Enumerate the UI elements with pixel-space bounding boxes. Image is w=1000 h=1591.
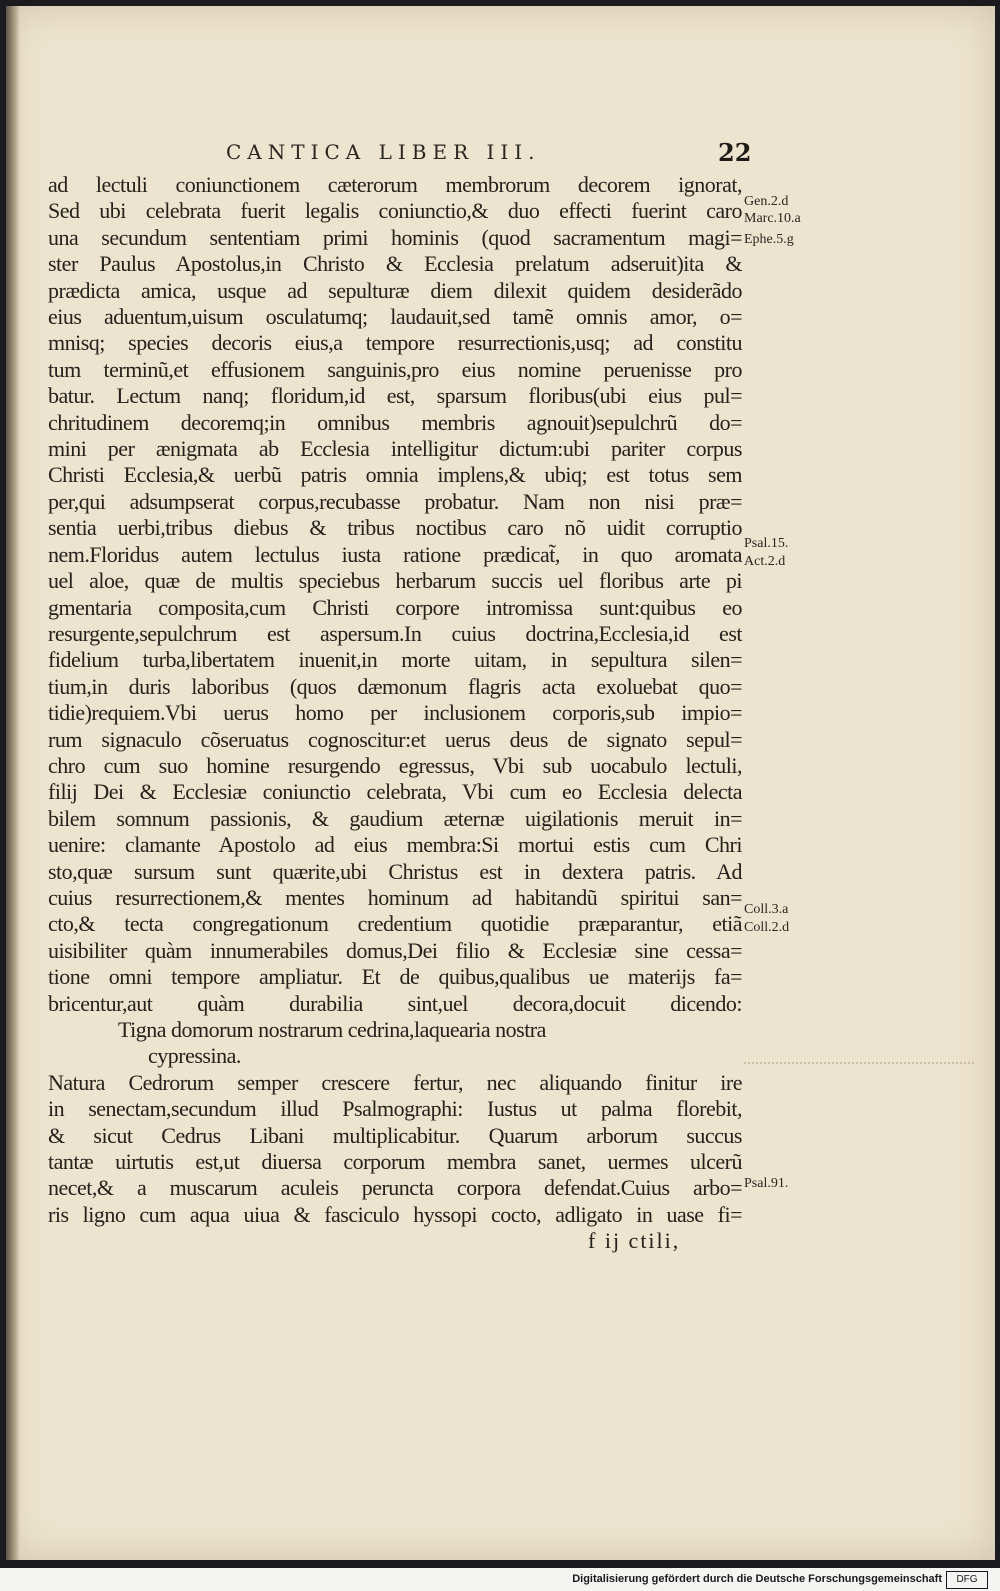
- text-line: Christi Ecclesia,& uerbũ patris omnia implens,& ubiq; est totus sem: [48, 462, 742, 488]
- text-line: uenire: clamante Apostolo ad eius membra:Si mortui estis cum Chri: [48, 832, 742, 858]
- text-line: tum terminũ,et effusionem sanguinis,pro eius nomine peruenisse pro: [48, 356, 742, 382]
- margin-note-coll2: Coll.2.d: [744, 920, 790, 935]
- page-number: 22: [718, 138, 752, 167]
- text-line: rum signaculo cõseruatus cognoscitur:et uerus deus de signato sepul=: [48, 726, 742, 752]
- signature-catchword-line: f ij ctili,: [588, 1228, 681, 1254]
- text-line: filij Dei & Ecclesiæ coniunctio celebrata, Vbi cum eo Ecclesia delecta: [48, 779, 742, 805]
- margin-note-gen: Gen.2.d: [744, 194, 789, 209]
- text-line: chritudinem decoremq;in omnibus membris agnouit)sepulchrũ do=: [48, 409, 742, 435]
- text-line: prædicta amica, usque ad sepulturæ diem dilexit quidem desiderãdo: [48, 277, 742, 303]
- ruler-dots: [744, 1062, 974, 1064]
- page-gutter: [6, 6, 20, 1560]
- text-line: fidelium turba,libertatem inuenit,in morte uitam, in sepultura silen=: [48, 647, 742, 673]
- text-line: tione omni tempore ampliatur. Et de quibus,qualibus ue materijs fa=: [48, 964, 742, 990]
- text-line: sto,quæ sursum sunt quærite,ubi Christus est in dextera patris. Ad: [48, 858, 742, 884]
- text-line: bilem somnum passionis, & gaudium æternæ uigilationis meruit in=: [48, 805, 742, 831]
- margin-note-marc: Marc.10.a: [744, 211, 801, 226]
- text-line: nem.Floridus autem lectulus iusta ratione prædicat̃, in quo aromata: [48, 541, 742, 567]
- text-line: mini per ænigmata ab Ecclesia intelligitur dictum:ubi pariter corpus: [48, 436, 742, 462]
- text-line: gmentaria composita,cum Christi corpore intromissa sunt:quibus eo: [48, 594, 742, 620]
- text-line: ris ligno cum aqua uiua & fasciculo hyssopi cocto, adligato in uase fi=: [48, 1201, 742, 1227]
- text-line: necet,& a muscarum aculeis peruncta corpora defendat.Cuius arbo=: [48, 1175, 742, 1201]
- text-line: & sicut Cedrus Libani multiplicabitur. Quarum arborum succus: [48, 1122, 742, 1148]
- text-line: eius aduentum,uisum osculatumq; laudauit,sed tamẽ omnis amor, o=: [48, 304, 742, 330]
- text-line: resurgente,sepulchrum est aspersum.In cuius doctrina,Ecclesia,id est: [48, 620, 742, 646]
- text-line: sentia uerbi,tribus diebus & tribus noctibus caro nõ uidit corruptio: [48, 515, 742, 541]
- footer-credit: Digitalisierung gefördert durch die Deutsche Forschungsgemeinschaft: [572, 1573, 942, 1585]
- margin-note-ephe: Ephe.5.g: [744, 232, 794, 247]
- text-line: Natura Cedrorum semper crescere fertur, nec aliquando finitur ire: [48, 1069, 742, 1095]
- text-line: tidie)requiem.Vbi uerus homo per inclusionem corporis,sub impio=: [48, 700, 742, 726]
- text-line: in senectam,secundum illud Psalmographi: Iustus ut palma florebit,: [48, 1096, 742, 1122]
- text-line: cuius resurrectionem,& mentes hominum ad habitandũ spiritui san=: [48, 884, 742, 910]
- text-line: chro cum suo homine resurgendo egressus, Vbi sub uocabulo lectuli,: [48, 752, 742, 778]
- lemma-line: Tigna domorum nostrarum cedrina,laquearia nostra: [118, 1017, 546, 1042]
- lemma-line: cypressina.: [148, 1043, 241, 1069]
- margin-note-act: Act.2.d: [744, 554, 786, 569]
- dfg-logo: DFG: [946, 1571, 988, 1589]
- text-line: cto,& tecta congregationum credentium quotidie præparantur, etiã: [48, 911, 742, 937]
- text-line: batur. Lectum nanq; floridum,id est, sparsum floribus(ubi eius pul=: [48, 383, 742, 409]
- footer-bar: [0, 1568, 1000, 1591]
- text-line: tium,in duris laboribus (quos dæmonum flagris acta exoluebat quo=: [48, 673, 742, 699]
- text-line: ster Paulus Apostolus,in Christo & Ecclesia prelatum adseruit)ita &: [48, 251, 742, 277]
- running-head: CANTICA LIBER III.: [226, 140, 541, 164]
- margin-note-coll3: Coll.3.a: [744, 902, 789, 917]
- text-line: bricentur,aut quàm durabilia sint,uel decora,docuit dicendo:: [48, 990, 742, 1016]
- text-line: ad lectuli coniunctionem cæterorum membrorum decorem ignorat,: [48, 172, 742, 197]
- text-line: Sed ubi celebrata fuerit legalis coniunctio,& duo effecti fuerint caro: [48, 198, 742, 224]
- text-line: una secundum sententiam primi hominis (quod sacramentum magi=: [48, 224, 742, 250]
- text-line: uisibiliter quàm innumerabiles domus,Dei filio & Ecclesiæ sine cessa=: [48, 937, 742, 963]
- text-line: uel aloe, quæ de multis speciebus herbarum succis uel floribus arte pi: [48, 568, 742, 594]
- body-text: [48, 172, 742, 1255]
- text-line: mnisq; species decoris eius,a tempore resurrectionis,usq; ad constitu: [48, 330, 742, 356]
- margin-note-psal91: Psal.91.: [744, 1176, 789, 1191]
- margin-note-psal15: Psal.15.: [744, 536, 789, 551]
- text-line: tantæ uirtutis est,ut diuersa corporum membra sanet, uermes ulcerũ: [48, 1149, 742, 1175]
- text-line: per,qui adsumpserat corpus,recubasse probatur. Nam non nisi præ=: [48, 488, 742, 514]
